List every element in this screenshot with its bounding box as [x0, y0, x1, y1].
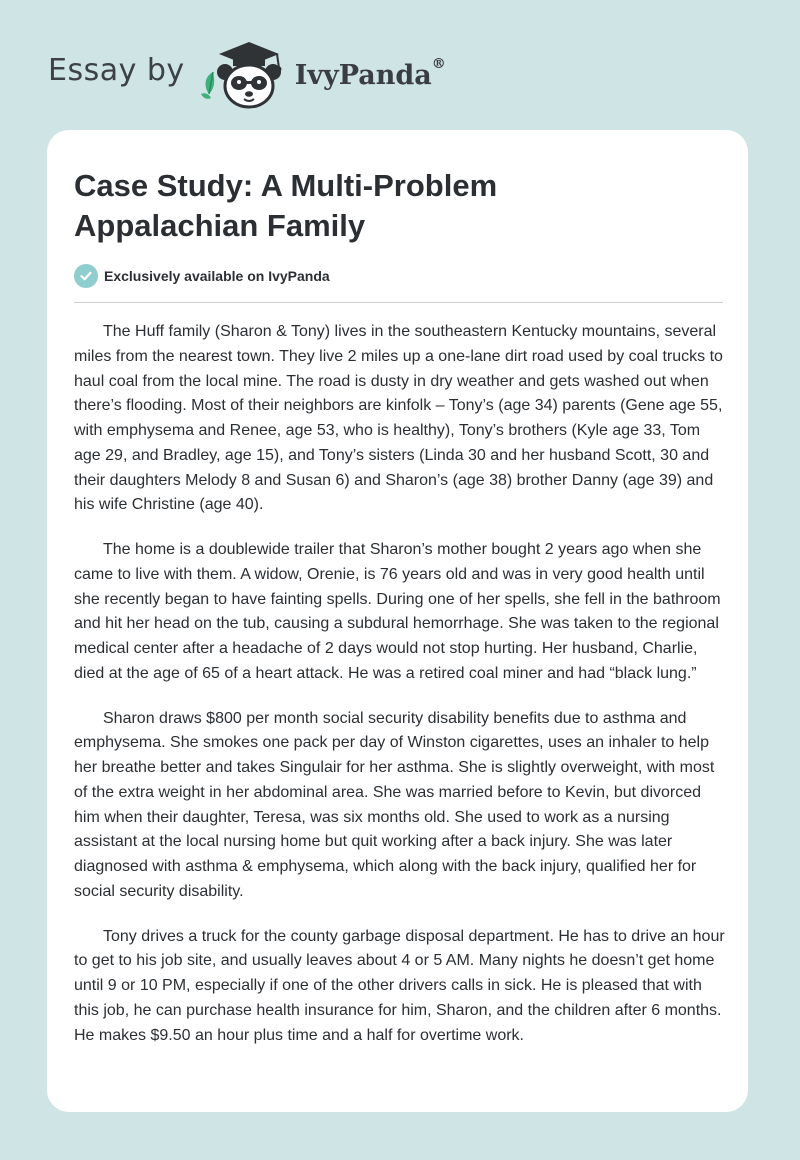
- brand-name[interactable]: [294, 55, 446, 91]
- paragraph: The Huff family (Sharon & Tony) lives in the southeastern Kentucky mountains, several miles from the nearest town. They live 2 miles up a one-lane dirt road used by coal trucks to haul coal from the local mine. The road is dusty in dry weather and gets washed out when there’s flooding. Most of their neighbors are kinfolk – Tony’s (age 34) parents (Gene age 55, with emphysema and Renee, age 53, who is healthy), Tony’s brothers (Kyle age 33, Tom age 29, and Bradley, age 15), and Tony’s sisters (Linda 30 and her husband Scott, 30 and their daughters Melody 8 and Susan 6) and Sharon’s (age 38) brother Danny (age 39) and his wife Christine (age 40).: [74, 323, 723, 514]
- brand-text: IvyPanda: [294, 59, 432, 91]
- paragraph: The home is a doublewide trailer that Sharon’s mother bought 2 years ago when she came to live with them. A widow, Orenie, is 76 years old and was in very good health until she recently began to have fainting spells. During one of her spells, she fell in the bathroom and hit her head on the tub, causing a subdural hemorrhage. She was taken to the regional medical center after a headache of 2 days would not stop hurting. Her husband, Charlie, died at the age of 65 of a heart attack. He was a retired coal miner and had “black lung.”: [74, 541, 721, 682]
- registered-mark: ®: [431, 55, 446, 72]
- exclusive-badge: [74, 264, 330, 288]
- article-body: [74, 320, 726, 1068]
- divider: [74, 302, 723, 303]
- site-header: [48, 36, 446, 110]
- exclusive-label: Exclusively available on IvyPanda: [104, 268, 330, 284]
- panda-graduate-logo-icon[interactable]: [199, 36, 291, 110]
- paragraph: Tony drives a truck for the county garbage disposal department. He has to drive an hour to get to his job site, and usually leaves about 4 or 5 AM. Many nights he doesn’t get home until 9 or 10 PM, especially if one of the other drivers calls in sick. He is pleased that with this job, he can purchase health insurance for him, Sharon, and the children after 6 months. He makes $9.50 an hour plus time and a half for overtime work.: [74, 927, 725, 1044]
- check-icon: [74, 264, 98, 288]
- article-card: [47, 130, 748, 1112]
- page-title: Case Study: A Multi-Problem Appalachian Family: [74, 168, 498, 243]
- essay-by-label: Essay by: [48, 52, 185, 88]
- paragraph: Sharon draws $800 per month social security disability benefits due to asthma and emphysema. She smokes one pack per day of Winston cigarettes, uses an inhaler to help her breathe better and takes Singulair for her asthma. She is slightly overweight, with most of the extra weight in her abdominal area. She was married before to Kevin, but divorced him when their daughter, Teresa, was six months old. She used to work as a nursing assistant at the local nursing home but quit working after a back injury. She was later diagnosed with asthma & emphysema, which along with the back injury, qualified her for social security disability.: [74, 709, 715, 900]
